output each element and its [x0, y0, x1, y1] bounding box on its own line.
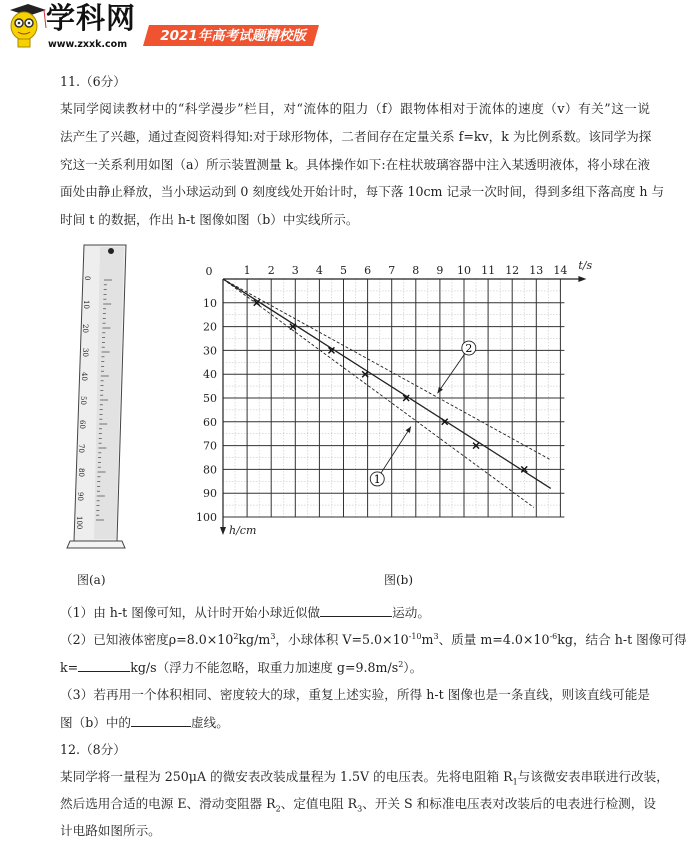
- superscript: -6: [549, 631, 558, 641]
- text: ）。: [403, 660, 423, 675]
- origin-label: 0: [205, 265, 213, 278]
- text: kg，结合 h-t 图像可得: [557, 632, 687, 647]
- y-axis-label: h/cm: [229, 524, 257, 537]
- x-tick-label: 11: [481, 264, 496, 277]
- figure-b-caption: 图(b): [384, 573, 414, 587]
- x-tick-label: 10: [457, 264, 471, 277]
- x-tick-label: 5: [340, 264, 347, 277]
- text: k=: [60, 660, 79, 675]
- ruler-mark-label: 10: [82, 300, 91, 309]
- ruler-mark-label: 80: [76, 468, 85, 477]
- ruler-mark-label: 60: [78, 420, 87, 429]
- y-tick-label: 40: [203, 368, 217, 382]
- q11-title: 11.（6分）: [60, 74, 126, 89]
- x-tick-label: 8: [412, 264, 420, 277]
- y-tick-label: 20: [203, 320, 217, 334]
- ruler-mark-label: 0: [83, 276, 91, 281]
- q11-para-line: 面处由静止释放，当小球运动到 0 刻度线处开始计时，每下落 10cm 记录一次时间，得到多组下落高度 h 与: [60, 184, 665, 199]
- q12-title: 12.（8分）: [60, 742, 126, 757]
- ruler-mark-label: 40: [79, 372, 88, 381]
- superscript: 2: [233, 631, 239, 641]
- x-axis-label: t/s: [578, 259, 593, 272]
- h-axis-arrow-icon: [220, 527, 226, 535]
- y-tick-label: 90: [203, 487, 217, 501]
- superscript: -10: [408, 631, 422, 641]
- ruler-mark-label: 50: [79, 396, 87, 405]
- y-tick-label: 80: [203, 463, 217, 477]
- figure-a-caption: 图(a): [77, 573, 106, 587]
- text: 与该微安表串联进行改装，: [517, 769, 669, 784]
- q11-para-line: 时间 t 的数据，作出 h-t 图像如图（b）中实线所示。: [60, 212, 359, 227]
- ruler-mark-label: 100: [75, 516, 83, 530]
- q11-part2-line1: [60, 631, 687, 648]
- series-line-dashed: [223, 279, 551, 460]
- y-tick-label: 30: [203, 344, 217, 358]
- annotation-arrow: [437, 354, 464, 393]
- x-tick-label: 6: [364, 264, 372, 277]
- q12-line: 计电路如图所示。: [60, 823, 161, 838]
- text: 、定值电阻 R: [280, 796, 358, 811]
- annotation-label: 1: [373, 472, 381, 486]
- y-tick-label: 100: [196, 511, 217, 524]
- y-tick-label: 10: [203, 296, 217, 310]
- edition-banner-text: 2021年高考试题精校版: [160, 28, 306, 44]
- text: 某同学将一量程为 250μA 的微安表改装成量程为 1.5V 的电压表。先将电阻箱 R: [60, 769, 513, 784]
- text: 虚线。: [191, 715, 229, 730]
- x-tick-label: 7: [388, 264, 396, 277]
- annotation-label: 2: [465, 342, 473, 356]
- x-tick-label: 3: [291, 264, 299, 277]
- x-tick-label: 4: [315, 264, 323, 277]
- site-url: www.zxxk.com: [48, 39, 128, 50]
- q12-line: [60, 796, 656, 814]
- ruler-mark-label: 20: [81, 324, 90, 333]
- q11-part2-line2: [60, 659, 650, 676]
- text: kg/m: [238, 632, 271, 647]
- arrowhead-icon: [406, 427, 411, 433]
- q11-para-line: 某同学阅读教材中的“科学漫步”栏目，对“流体的阻力（f）跟物体相对于流体的速度（v）有关”这一说: [60, 101, 650, 116]
- answer-blank-1[interactable]: [320, 604, 392, 617]
- y-tick-label: 70: [203, 439, 217, 453]
- text: （2）已知液体密度ρ=8.0×10: [60, 632, 234, 647]
- t-axis-arrow-icon: [578, 276, 586, 282]
- text: 然后选用合适的电源 E、滑动变阻器 R: [60, 796, 276, 811]
- text: 、质量 m=4.0×10: [438, 632, 550, 647]
- x-tick-label: 2: [267, 264, 275, 277]
- text: 、开关 S 和标准电压表对改装后的电表进行检测，设: [362, 796, 656, 811]
- subscript: 3: [357, 804, 363, 814]
- x-tick-label: 1: [243, 264, 251, 277]
- x-tick-label: 14: [553, 264, 568, 277]
- ruler-mark-label: 90: [75, 492, 84, 501]
- text: 图（b）中的: [60, 715, 132, 730]
- text: ，小球体积 V=5.0×10: [275, 632, 409, 647]
- site-logo-text: 学科网: [46, 1, 137, 35]
- x-tick-label: 9: [436, 264, 444, 277]
- text: m: [421, 632, 434, 647]
- ruler-mark-label: 70: [77, 444, 86, 453]
- q11-part1: [60, 604, 650, 621]
- q11-part3-line2: [60, 714, 650, 731]
- y-tick-label: 60: [203, 415, 217, 429]
- x-tick-label: 13: [529, 264, 544, 277]
- superscript: 3: [433, 631, 439, 641]
- subscript: 1: [512, 777, 518, 787]
- part1-text: （1）由 h-t 图像可知，从计时开始小球近似做: [60, 605, 321, 620]
- x-tick-label: 12: [505, 264, 520, 277]
- q11-para-line: 究这一关系利用如图（a）所示装置测量 k。具体操作如下:在柱状玻璃容器中注入某透明液体，将小球在液: [60, 157, 651, 172]
- ruler-mark-label: 30: [80, 348, 89, 357]
- superscript: 3: [270, 631, 276, 641]
- q12-line: [60, 769, 669, 787]
- text: kg/s（浮力不能忽略，取重力加速度 g=9.8m/s: [130, 660, 399, 675]
- answer-blank-3[interactable]: [131, 714, 191, 727]
- series-line-solid: [223, 279, 551, 488]
- y-tick-label: 50: [203, 392, 217, 405]
- subscript: 2: [275, 804, 281, 814]
- superscript: 2: [398, 659, 404, 669]
- answer-blank-2[interactable]: [78, 659, 130, 672]
- q11-para-line: 法产生了兴趣，通过查阅资料得知:对于球形物体，二者间存在定量关系 f=kv，k 为比例系数。该同学为探: [60, 129, 652, 144]
- q11-part3-line1: （3）若再用一个体积相同、密度较大的球，重复上述实验，所得 h-t 图像也是一条直线，则该直线可能是: [60, 687, 650, 702]
- part1-text-end: 运动。: [392, 605, 430, 620]
